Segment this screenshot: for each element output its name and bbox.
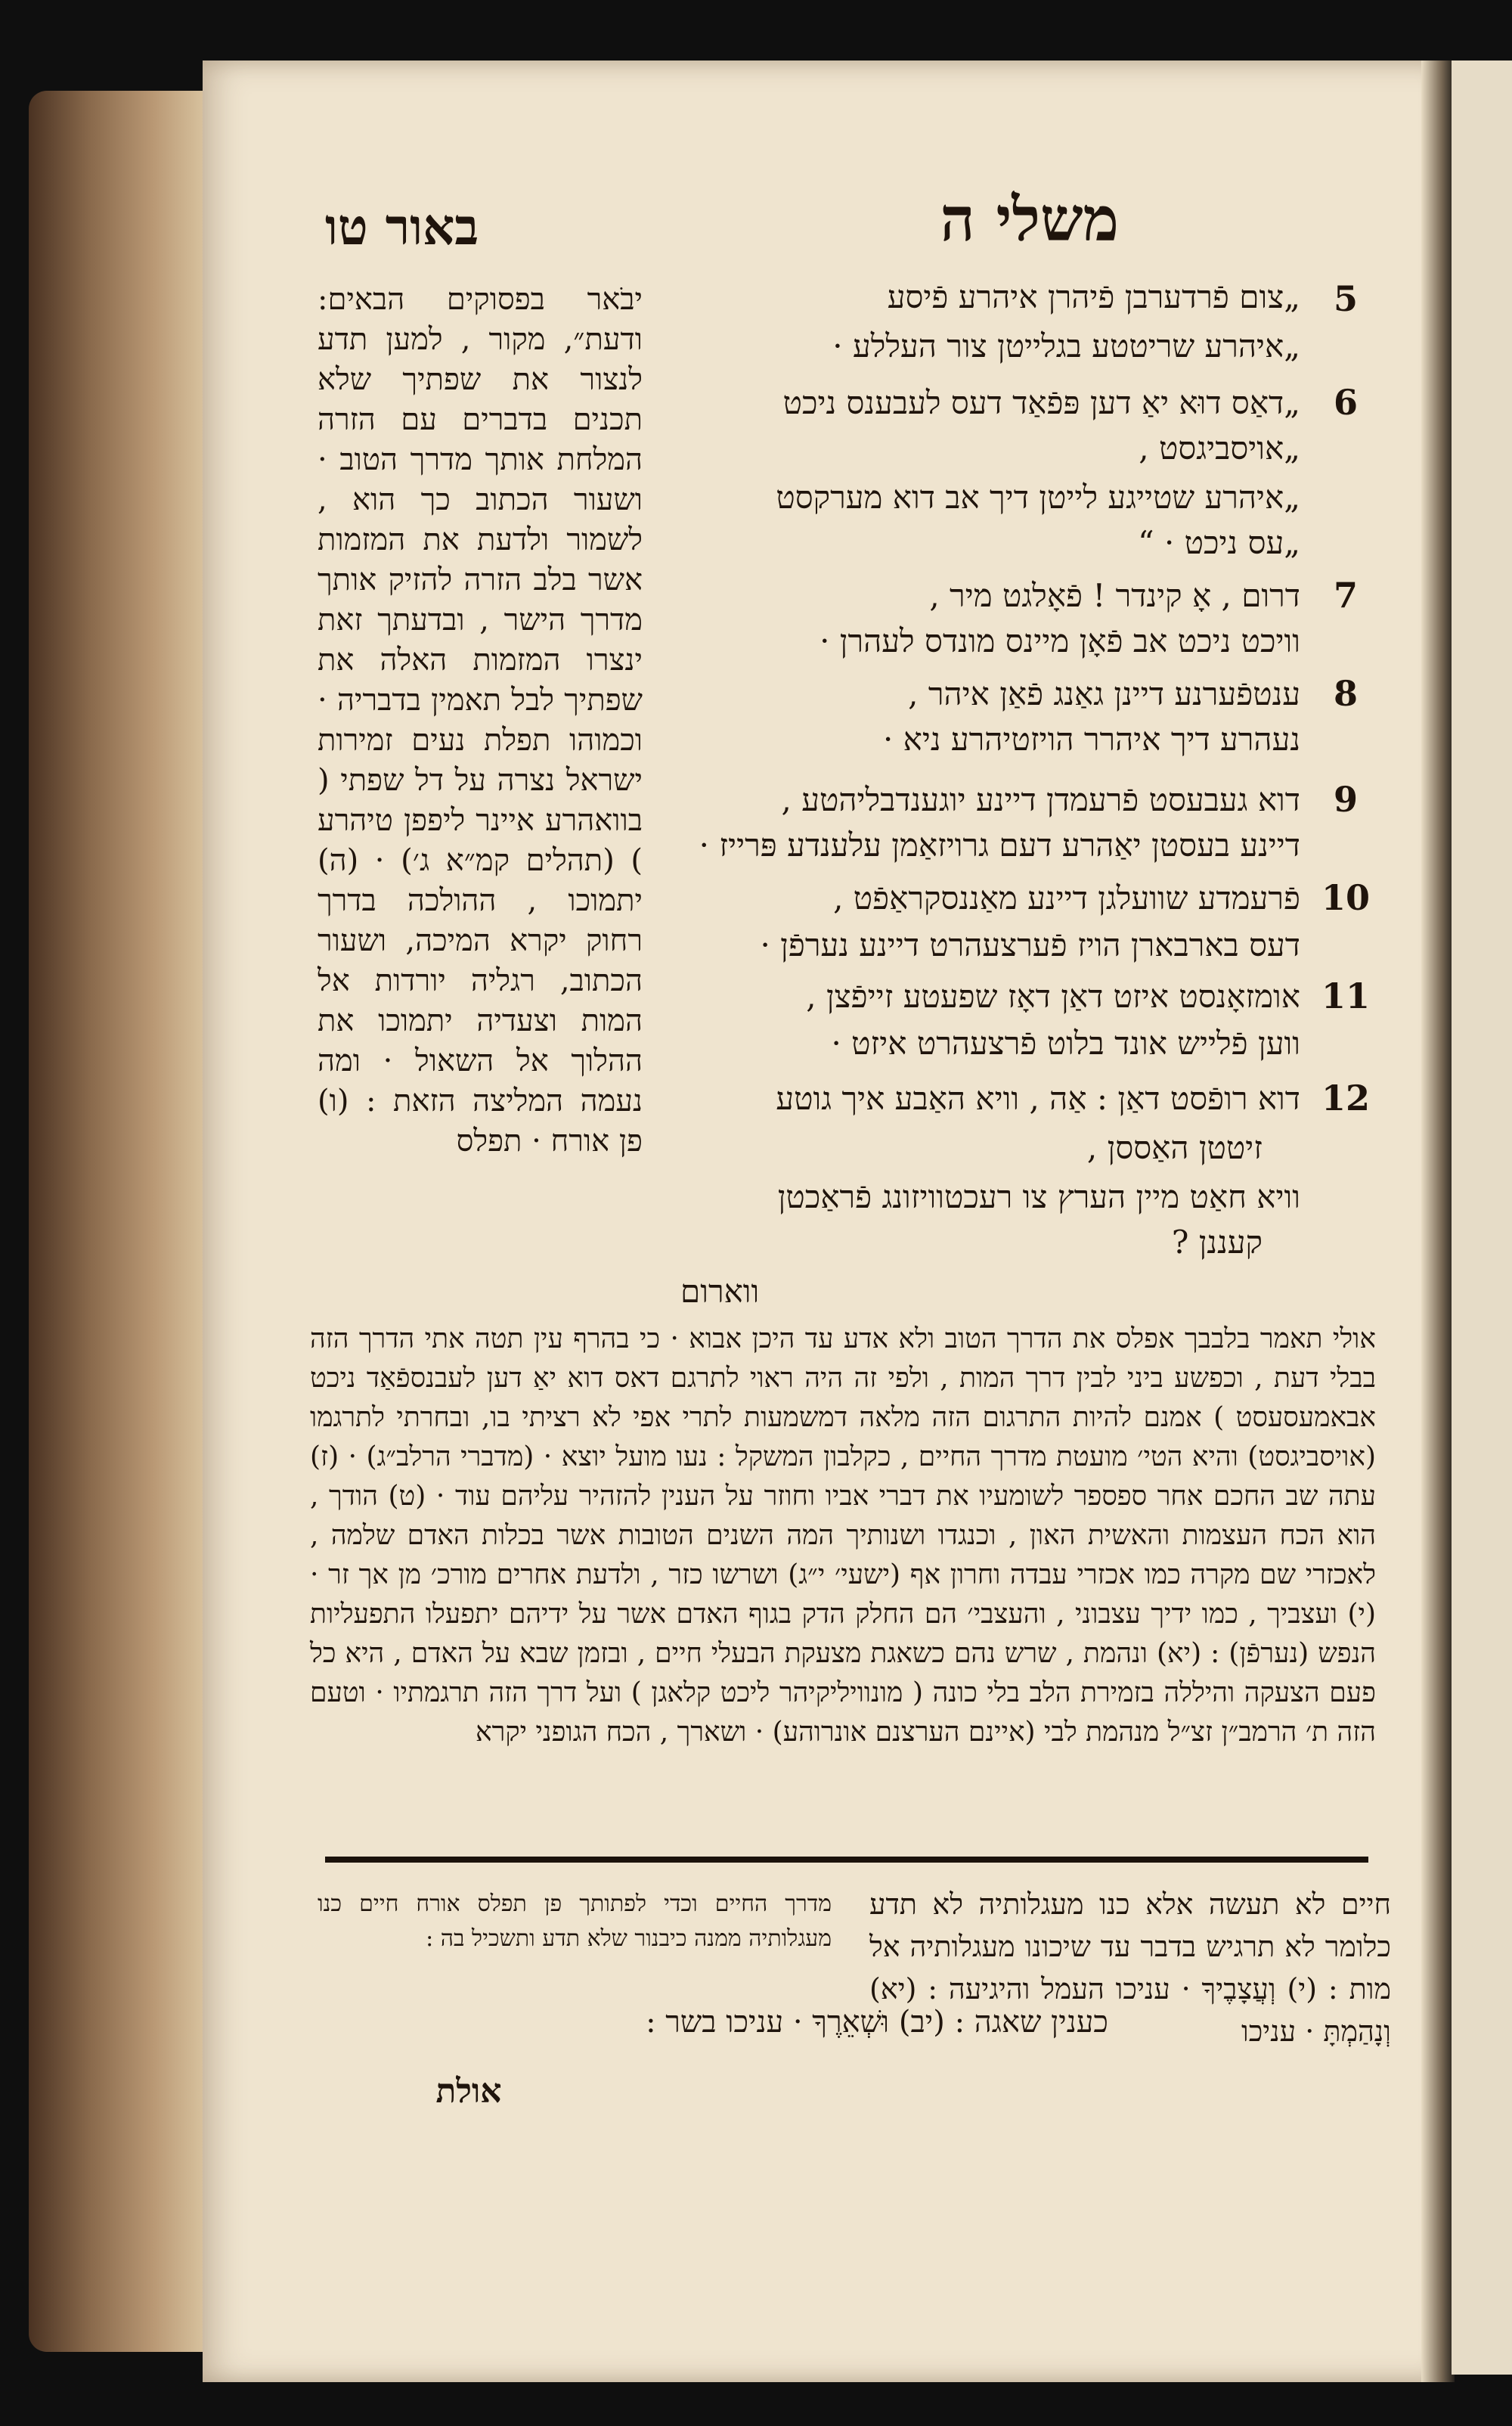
verse-number: 6 (1333, 382, 1358, 423)
verse-line: פֿרעמדע שוועלגן דיינע מאַננסקראַפֿט , (833, 880, 1300, 917)
page-edge (29, 91, 206, 2352)
verse-line: דיינע בעסטן יאַהרע דעם גרויזאַמן עלענדע פּרייז · (699, 827, 1300, 864)
facing-page-edge (1452, 60, 1512, 2375)
footnote-left: מדרך החיים וכדי לפתותך פן תפלס אורח חיים כנו מעגלותיה ממנה כיבנור שלא תדע ותשכיל בה : (318, 1891, 832, 1952)
footnote-continuation: כענין שאגה : (יב) וּשְׁאֵרֶךָ · עניכו בשר : (646, 2005, 1108, 2040)
verse-catchword: ווארום (680, 1273, 760, 1310)
verse-line: אומזאָנסט איזט דאַן דאָז שפעטע זייפֿצן , (806, 978, 1300, 1015)
verse-line: „איהרע שטייגע לייטן דיך אב דוא מערקסט (776, 479, 1300, 516)
verse-line: ווען פֿלייש אונד בלוט פֿרצעהרט איזט · (831, 1025, 1300, 1062)
verse-line: קעננן ? (1171, 1224, 1263, 1261)
running-title: משלי ה (940, 184, 1119, 255)
verse-line: וויכט ניכט אב פֿאָן מיינס מונדס לעהרן · (820, 622, 1300, 659)
verse-line: „עס ניכט · “ (1138, 524, 1300, 561)
verse-number: 12 (1321, 1078, 1370, 1118)
footnote-divider (325, 1857, 1368, 1863)
verse-line: וויא חאַט מיין הערץ צו רעכטוויזונג פֿראַכטן (777, 1178, 1300, 1215)
verse-line: דרום , אָ קינדר ! פֿאָלגט מיר , (929, 577, 1300, 614)
page-gutter (1421, 60, 1455, 2382)
commentary-title: באור טו (325, 197, 479, 256)
verse-number: 10 (1321, 877, 1370, 918)
verse-line: נעהרע דיך איהרר הויזטיהרע ניא · (882, 721, 1300, 758)
verse-number: 8 (1333, 673, 1358, 714)
verse-line: דוא רופֿסט דאַן : אַה , וויא האַבע איך גוטע (776, 1080, 1300, 1117)
verse-line: זיטטן האַססן , (1086, 1129, 1263, 1166)
footnote-right: חיים לא תעשה אלא כנו מעגלותיה לא תדע כלומר לא תרגיש בדבר עד שיכונו מעגלותיה אל מות : (י) וְעֲצָבֶיךָ · עניכו העמל והיגיעה : (יא) וְנָהַמְתָּ · עניכו (869, 1888, 1391, 2048)
verse-line: „אויסביגסט , (1139, 430, 1300, 467)
verse-line: „צום פֿרדערבן פֿיהרן איהרע פֿיסע (887, 278, 1300, 315)
verse-line: „דאַס דוּא יאַ דען פּפֿאַד דעס לעבענס ניכט (782, 384, 1300, 421)
page-catchword: אולת (435, 2072, 502, 2111)
verse-line: „איהרע שריטטע בגלייטן צור העללע · (832, 327, 1300, 365)
verse-number: 7 (1333, 575, 1358, 616)
verse-line: דוא געבעסט פֿרעמדן דיינע יוגענדבליהטע , (781, 781, 1300, 818)
verse-line: ענטפֿערנע דיינן גאַנג פֿאַן איהר , (908, 675, 1300, 712)
verse-number: 9 (1333, 779, 1358, 820)
verse-number: 5 (1333, 278, 1358, 319)
verse-number: 11 (1321, 976, 1370, 1016)
main-commentary: אולי תאמר בלבבך אפלס את הדרך הטוב ולא אדע עד היכן אבוא · כי בהרף עין תטה אתי הדרך הזה בבלי דעת , וכפשע ביני לבין דרך המות , ולפי זה היה ראוי לתרגם דאס דוא יאַ דען לעבנספֿאַד ניכט אבאמעסעסט ) אמנם להיות התרגום הזה מלאה דמשמעות לתרי אפי לא רציתי בו, ובחרתי לתרגמו (אויסביגסט) והיא הטי׳ מועטת מדרך החיים , כקלבון המשקל : נעו מועל יוצא · (מדברי הרלב״ג) · (ז) עתה שב החכם אחר ספספר לשומעיו את דברי אביו וחוזר על הענין להזהיר עליהם עוד · (ט) הודך , הוא הכח העצמות והאשית האון , וכנגדו ושנותיך המה השנים הטובות אשר בכלות האדם שלמה , לאכזרי שם מקרה כמו אכזרי עבדה וחרון אף (ישעי׳ י״ג) ושרשו כזר , ולדעת אחרים מורכ׳ מן אך זר · (י) ועצביך , כמו ידיך עצבוני , והעצבי׳ הם החלק הדק בגוף האדם אשר על ידיהם יתפעלו התפעליות הנפש (נערפֿן) : (יא) ונהמת , שרש נהם כשאגת מצעקת הבעלי חיים , ובזמן שבא על האדם , היא כל פעם הצעקה והיללה בזמירת הלב בלי כונה ( מונוויליקיהר ליכט קלאגן ) ועל דרך הזה תרגמתיו · וטעם הזה ת׳ הרמב״ן זצ״ל מנהמת לבי (איינם הערצנם אונרוהע) · ושארך , הכח הגופני יקרא (310, 1323, 1376, 1748)
verse-line: דעס בארבארן הויז פֿערצעהרט דיינע נערפֿן · (760, 926, 1300, 963)
side-commentary: יבֹאר בפסוקים הבאים: ודעת״, מקור , למען תדע לנצור את שפתיך שלא תכנים בדברים עם הזרה המלחת אותך מדרך הטוב · ושעור הכתוב כך הוא , לשמור ולדעת את המזמות אשר בלב הזרה להזיק אותך מדרך הישר , ובדעתך זאת ינצרו המזמות האלה את שפתיך לבל תאמין בדבריה · וכמוהו תפלת נעים זמירות ישראל נצרה על דל שפתי ( בוואהרע איינר ליפפן טיהרע ) (תהלים קמ״א ג׳) · (ה) יתמוכו , ההולכה בדרך רחוק יקרא המיכה, ושעור הכתוב, רגליה יורדות אל המות וצעדיה יתמוכו את ההלוך אל השאול · ומה נעמה המליצה הזאת : (ו) פן אורח · תפלס (318, 282, 643, 1159)
